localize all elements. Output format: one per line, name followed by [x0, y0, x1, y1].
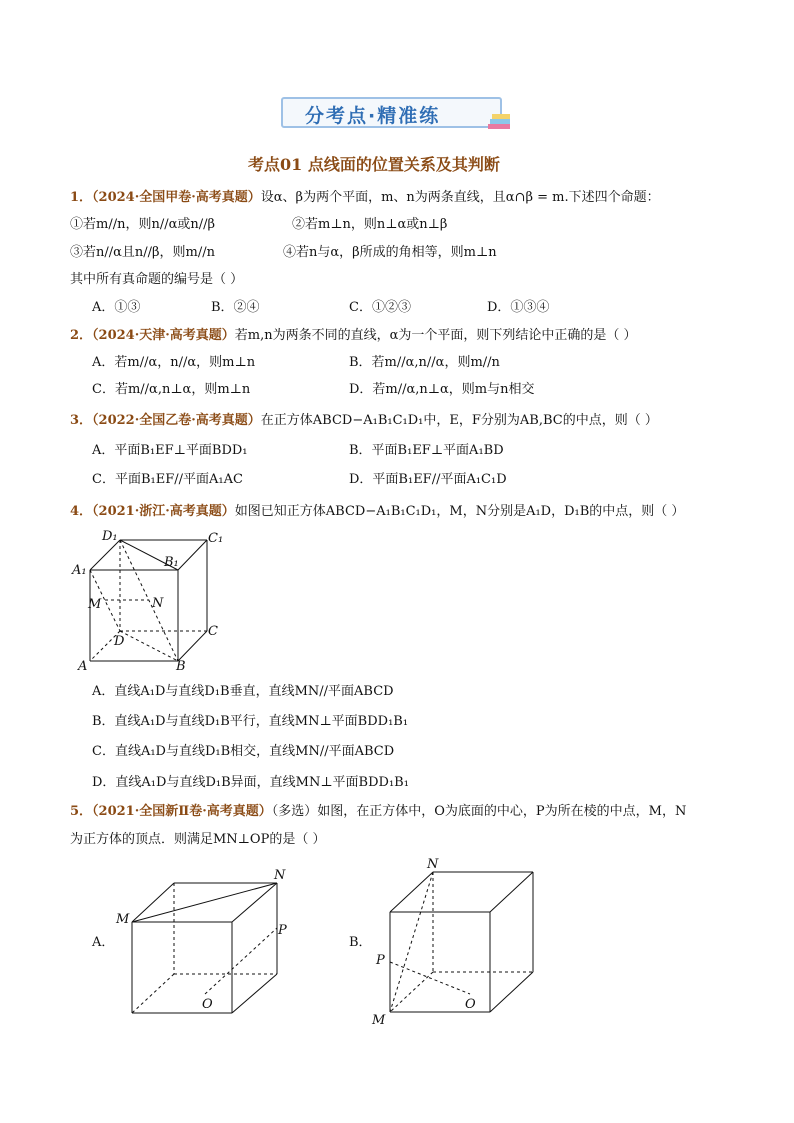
question-4-header	[70, 503, 684, 521]
label-b1: B₁	[164, 555, 179, 570]
label-o: O	[465, 997, 476, 1012]
label-c: C	[208, 624, 218, 639]
option-d[interactable]: D．平面B₁EF//平面A₁C₁D	[349, 472, 507, 487]
question-2-header	[70, 327, 637, 345]
books-icon	[486, 112, 516, 134]
question-source: （2024·天津·高考真题）	[92, 328, 235, 343]
question-5-stem-line2: 为正方体的顶点．则满足MN⊥OP的是（ ）	[70, 832, 326, 847]
option-a[interactable]: A．若m//α，n//α，则m⊥n	[92, 355, 256, 370]
question-source: （2021·浙江·高考真题）	[92, 504, 235, 519]
option-a[interactable]: A．①③	[92, 300, 141, 315]
label-p: P	[278, 923, 287, 938]
label-b: B	[176, 659, 186, 674]
question-number: 2．	[70, 328, 93, 343]
banner-title: 分考点·精准练	[305, 105, 441, 127]
question-number: 4．	[70, 504, 93, 519]
label-p: P	[376, 953, 385, 968]
question-source: （2021·全国新Ⅱ卷·高考真题）	[92, 804, 272, 819]
cube-figure-5a	[110, 862, 310, 1022]
question-ask: 其中所有真命题的编号是（ ）	[70, 272, 244, 287]
option-b[interactable]: B．	[349, 935, 372, 950]
proposition-4: ④若n与α，β所成的角相等，则m⊥n	[283, 245, 497, 260]
label-d1: D₁	[102, 529, 118, 544]
option-c[interactable]: C．若m//α,n⊥α，则m⊥n	[92, 382, 251, 397]
label-c1: C₁	[208, 531, 224, 546]
cube-figure-5b	[365, 852, 565, 1032]
option-d[interactable]: D．直线A₁D与直线D₁B异面，直线MN⊥平面BDD₁B₁	[92, 775, 409, 790]
option-b[interactable]: B．②④	[211, 300, 260, 315]
question-5-header	[70, 803, 686, 821]
option-d[interactable]: D．若m//α,n⊥α，则m与n相交	[349, 382, 535, 397]
question-stem: （多选）如图，在正方体中，O为底面的中心，P为所在棱的中点，M，N	[271, 804, 687, 819]
section-title: 考点01 点线面的位置关系及其判断	[248, 155, 500, 174]
option-c[interactable]: C．①②③	[349, 300, 411, 315]
question-number: 3．	[70, 413, 93, 428]
question-source: （2022·全国乙卷·高考真题）	[92, 413, 261, 428]
question-3-header	[70, 412, 658, 430]
option-b[interactable]: B．直线A₁D与直线D₁B平行，直线MN⊥平面BDD₁B₁	[92, 714, 409, 729]
option-a[interactable]: A．直线A₁D与直线D₁B垂直，直线MN//平面ABCD	[92, 684, 394, 699]
question-number: 1．	[70, 190, 93, 205]
label-a: A	[78, 659, 88, 674]
label-n: N	[152, 596, 164, 611]
option-a[interactable]: A．	[92, 935, 115, 950]
question-number: 5．	[70, 804, 93, 819]
proposition-2: ②若m⊥n，则n⊥α或n⊥β	[292, 217, 448, 232]
label-a1: A₁	[72, 563, 87, 578]
cube-figure-q4	[70, 528, 230, 676]
label-m: M	[116, 912, 130, 927]
option-a[interactable]: A．平面B₁EF⊥平面BDD₁	[92, 443, 248, 458]
label-m: M	[372, 1013, 386, 1028]
question-1-header	[70, 189, 660, 207]
label-n: N	[274, 868, 286, 883]
label-o: O	[202, 997, 213, 1012]
option-c[interactable]: C．直线A₁D与直线D₁B相交，直线MN//平面ABCD	[92, 744, 395, 759]
label-n: N	[427, 857, 439, 872]
question-stem: 设α、β为两个平面，m、n为两条直线，且α∩β = m.下述四个命题：	[260, 190, 660, 205]
option-d[interactable]: D．①③④	[487, 300, 550, 315]
option-b[interactable]: B．平面B₁EF⊥平面A₁BD	[349, 443, 504, 458]
option-c[interactable]: C．平面B₁EF//平面A₁AC	[92, 472, 243, 487]
proposition-1: ①若m//n，则n//α或n//β	[70, 217, 216, 232]
proposition-3: ③若n//α且n//β，则m//n	[70, 245, 216, 260]
question-stem: 在正方体ABCD−A₁B₁C₁D₁中，E，F分别为AB,BC的中点，则（ ）	[260, 413, 658, 428]
label-m: M	[88, 597, 102, 612]
question-stem: 如图已知正方体ABCD−A₁B₁C₁D₁，M，N分别是A₁D，D₁B的中点，则（ ）	[234, 504, 685, 519]
option-b[interactable]: B．若m//α,n//α，则m//n	[349, 355, 500, 370]
question-stem: 若m,n为两条不同的直线，α为一个平面，则下列结论中正确的是（ ）	[234, 328, 637, 343]
question-source: （2024·全国甲卷·高考真题）	[92, 190, 261, 205]
label-d: D	[114, 634, 125, 649]
